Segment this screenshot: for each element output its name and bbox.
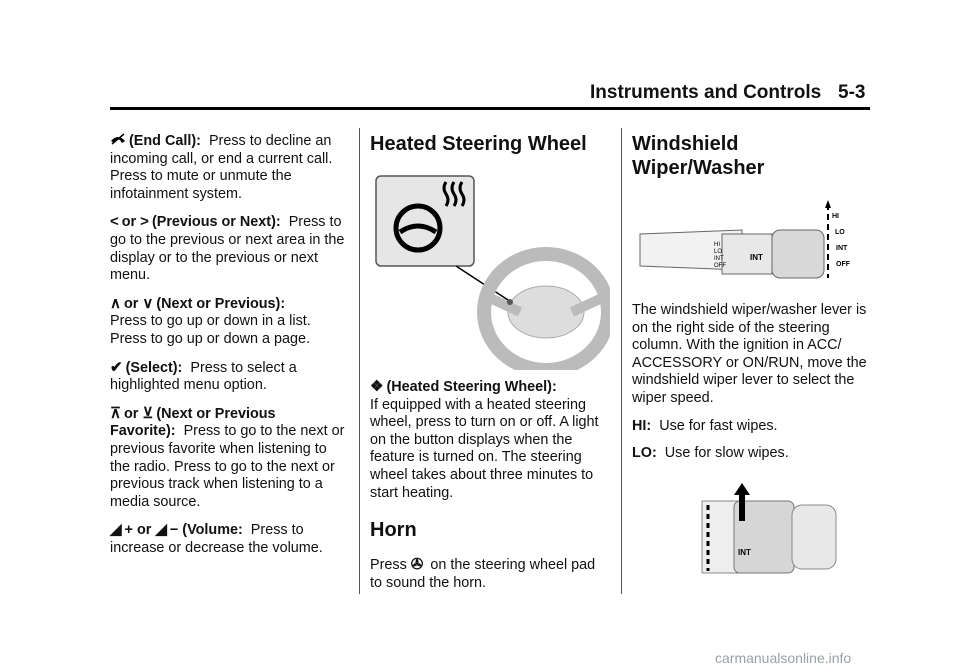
- wiper-lo-text: Use for slow wipes.: [664, 445, 789, 462]
- volume-paragraph: [110, 521, 348, 557]
- wiper-hi-term: HI:: [632, 417, 652, 434]
- column-divider-left: [359, 128, 360, 594]
- wiper-label-int: INT: [836, 245, 848, 252]
- volume-plus: + or: [124, 522, 152, 539]
- heated-paragraph: [370, 378, 610, 502]
- heated-steering-heading: Heated Steering Wheel: [370, 133, 587, 155]
- wiper-lo-paragraph: [632, 445, 872, 463]
- wiper-intro: The windshield wiper/washer lever is on the right side of the steering column. With the ignition in ACC/ ACCESSORY or ON/RUN, move the windshield wiper lever to select the wiper speed.: [632, 302, 867, 406]
- horn-icon: ✇: [410, 556, 424, 574]
- horn-heading: Horn: [370, 519, 417, 542]
- next-prev-paragraph: [110, 295, 348, 349]
- favorite-up-icon: ⊼: [110, 404, 121, 422]
- wiper-band-off: OFF: [714, 263, 726, 269]
- select-term: (Select):: [125, 359, 183, 376]
- next-prev-or: or: [123, 295, 139, 312]
- watermark: carmanualsonline.info: [715, 650, 852, 666]
- column-2: [370, 132, 610, 602]
- speaker-minus-icon: ◢: [155, 521, 167, 539]
- select-text: Press to select a highlighted menu option.: [110, 359, 297, 394]
- wiper-band-int-label: INT: [714, 256, 724, 262]
- prev-next-term: (Previous or Next):: [151, 214, 281, 231]
- heated-steering-wheel-figure: [370, 170, 610, 370]
- header-title: Instruments and Controls: [590, 82, 822, 103]
- chevron-left-icon: <: [110, 213, 119, 231]
- horn-paragraph: [370, 556, 610, 592]
- column-divider-right: [621, 128, 622, 594]
- chevron-up-icon: ∧: [110, 294, 121, 312]
- wiper-band-hi: HI: [714, 242, 720, 248]
- favorite-paragraph: [110, 405, 348, 512]
- end-call-text: Press to decline an incoming call, or end a current call. Press to mute or unmute the infotainment system.: [110, 133, 333, 202]
- wiper-label-lo: LO: [835, 229, 845, 236]
- horn-before: Press: [370, 557, 407, 574]
- wiper-hi-paragraph: [632, 418, 872, 436]
- favorite-down-icon: ⊻: [142, 404, 154, 422]
- wiper-label-off: OFF: [836, 261, 850, 268]
- speaker-plus-icon: ◢: [110, 521, 122, 539]
- prev-next-paragraph: [110, 213, 348, 284]
- wiper-lo-term: LO:: [632, 445, 657, 462]
- next-prev-term: (Next or Previous):: [156, 295, 286, 312]
- volume-term: (Volume:: [182, 522, 243, 539]
- heated-text: If equipped with a heated steering wheel, press to turn on or off. A light on the button displays when the feature is turned on. The steering wheel takes about three minutes to start heating.: [370, 396, 599, 501]
- prev-next-text: Press to go to the previous or next area in the display or to the previous or next menu.: [110, 214, 345, 284]
- wiper-band-int: INT: [738, 547, 751, 557]
- prev-next-or: or: [121, 214, 137, 231]
- horn-after: on the steering wheel pad to sound the horn.: [370, 557, 596, 591]
- volume-minus: −: [169, 522, 179, 539]
- end-call-term: (End Call):: [129, 133, 201, 149]
- favorite-or: or: [123, 405, 139, 422]
- heated-steering-wheel-icon: ❖: [370, 378, 384, 395]
- favorite-term: (Next or Previous Favorite):: [110, 405, 276, 440]
- end-call-icon: [110, 132, 126, 150]
- column-1: [110, 132, 348, 567]
- page-number: 5-3: [838, 82, 866, 103]
- chevron-down-icon: ∨: [142, 294, 154, 312]
- chevron-right-icon: >: [140, 213, 149, 231]
- end-call-paragraph: [110, 132, 348, 203]
- wiper-lever-figure: [632, 194, 872, 294]
- wiper-label-hi: HI: [832, 213, 839, 220]
- checkmark-icon: ✔: [110, 358, 123, 376]
- heated-term: (Heated Steering Wheel):: [386, 379, 557, 395]
- select-paragraph: [110, 359, 348, 395]
- header-rule: [110, 107, 870, 110]
- wiper-heading: Windshield Wiper/Washer: [632, 133, 765, 179]
- wiper-band-figure: [632, 481, 872, 577]
- column-3: [632, 132, 872, 585]
- favorite-text: Press to go to the next or previous favorite when listening to the radio. Press to go to the next or previous track when listening to a media source.: [110, 423, 345, 510]
- wiper-band-lo: LO: [714, 249, 723, 255]
- wiper-hi-text: Use for fast wipes.: [659, 417, 778, 434]
- volume-text: Press to increase or decrease the volume.: [110, 522, 323, 556]
- wiper-int-band: INT: [750, 253, 763, 262]
- next-prev-text: Press to go up or down in a list. Press to go up or down a page.: [110, 313, 311, 347]
